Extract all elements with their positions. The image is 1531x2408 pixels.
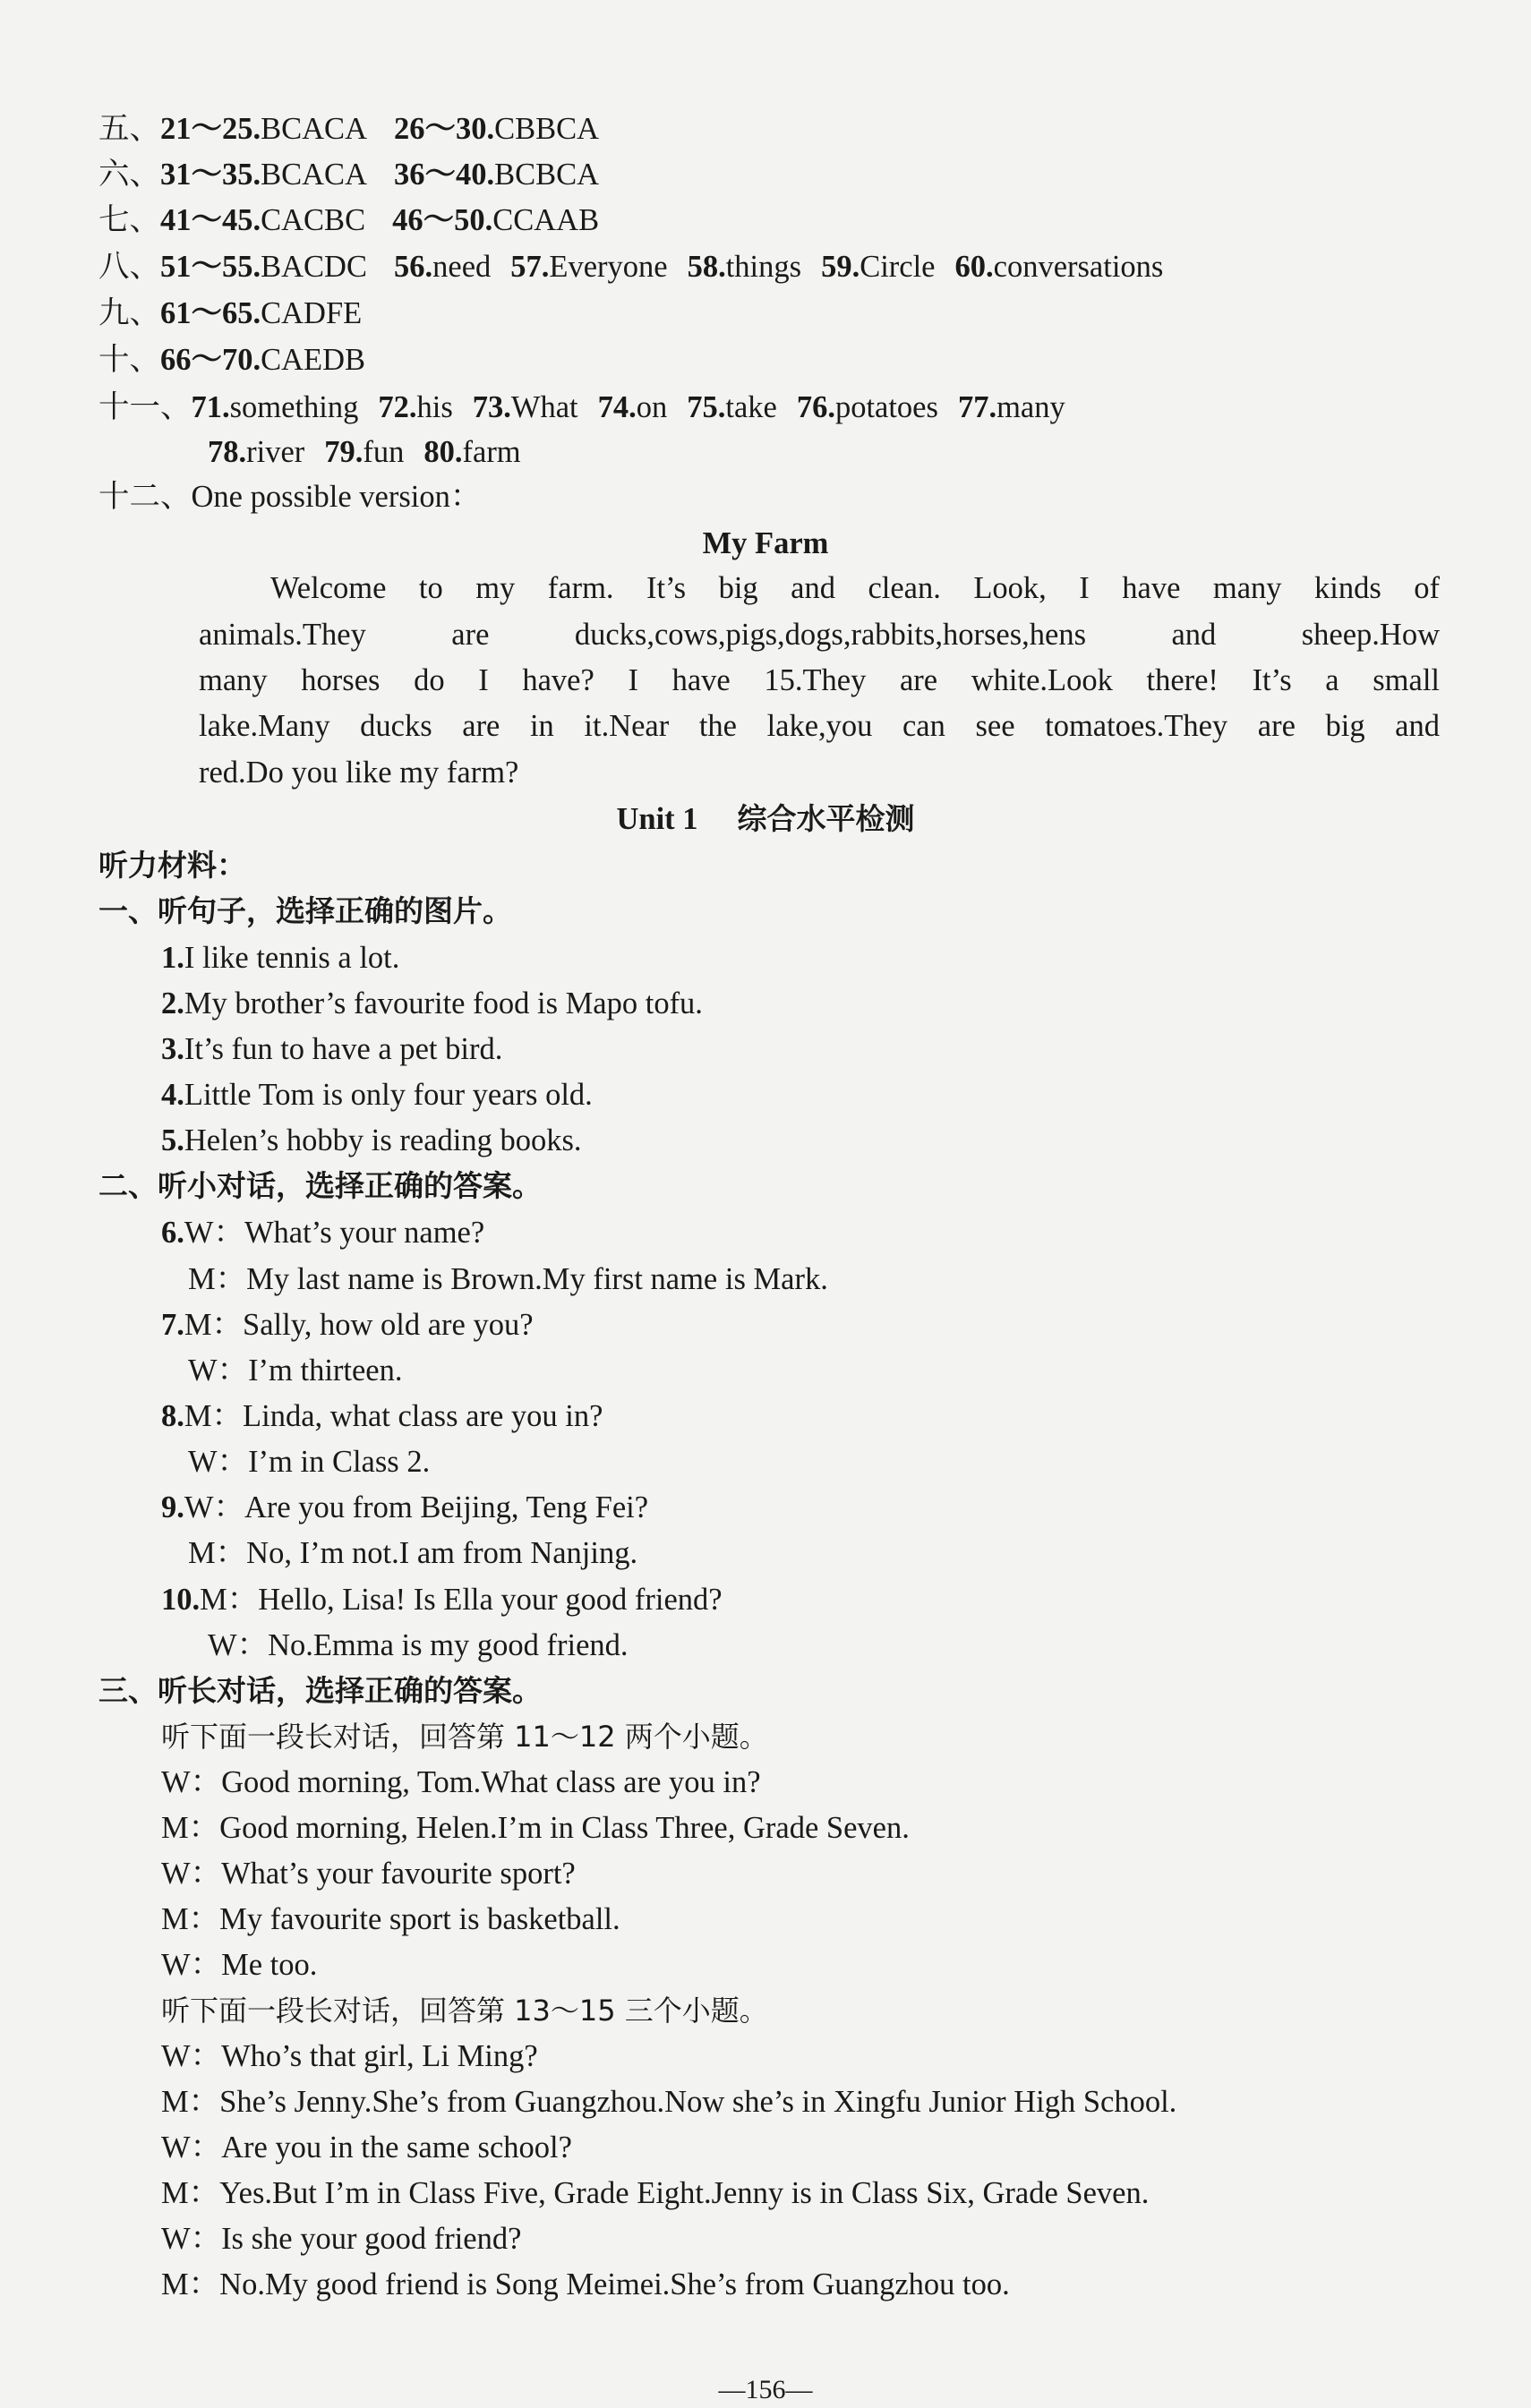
answer: on <box>636 390 668 424</box>
dialogue-answer: M：My last name is Brown.My first name is Mark. <box>188 1262 828 1296</box>
item-number: 1. <box>161 941 184 975</box>
item-text: M：Sally, how old are you? <box>184 1308 534 1342</box>
answer-row-11-cont <box>208 430 521 474</box>
row-prefix: 九、 <box>98 296 160 330</box>
answer: BCACA <box>261 112 367 146</box>
essay-line: many horses do I have? I have 15.They are white.Look there! It’s a small <box>199 663 1440 697</box>
unit-title: 综合水平检测 <box>737 801 915 836</box>
item-text: Little Tom is only four years old. <box>184 1078 593 1112</box>
dialogue-line: W：Good morning, Tom.What class are you in? <box>161 1765 761 1799</box>
item-text: I like tennis a lot. <box>184 941 400 975</box>
dialogue-question <box>161 1302 534 1347</box>
page-number: —156— <box>718 2375 813 2404</box>
answer: something <box>229 390 359 424</box>
answer: need <box>432 250 492 284</box>
dialogue-line: W：Who’s that girl, Li Ming? <box>161 2039 538 2073</box>
answer: CAEDB <box>261 343 366 377</box>
range: 57. <box>510 250 550 284</box>
item-number: 6. <box>161 1216 184 1250</box>
range: 74. <box>597 390 637 424</box>
item-number: 9. <box>161 1490 184 1524</box>
list-item <box>161 981 703 1026</box>
dialogue-question <box>161 1485 648 1530</box>
range: 46～50. <box>392 203 493 237</box>
row-prefix: 五、 <box>98 112 160 146</box>
answer: potatoes <box>834 390 938 424</box>
item-number: 2. <box>161 986 184 1020</box>
range: 41～45. <box>160 203 261 237</box>
item-text: My brother’s favourite food is Mapo tofu. <box>184 986 703 1020</box>
answer-row-9 <box>98 291 362 336</box>
dialogue-line: W：What’s your favourite sport? <box>161 1857 576 1891</box>
unit-label: Unit 1 <box>616 802 698 836</box>
dialogue-line: M：My favourite sport is basketball. <box>161 1902 620 1936</box>
row-prefix: 八、 <box>98 250 160 284</box>
dialogue-line: M：Good morning, Helen.I’m in Class Three, Grade Seven. <box>161 1811 910 1845</box>
dialogue-question <box>161 1394 603 1439</box>
answer: CCAAB <box>492 203 600 237</box>
list-item <box>161 935 399 980</box>
range: 21～25. <box>160 112 261 146</box>
long-dialogue-instruction: 听下面一段长对话，回答第 13～15 三个小题。 <box>161 1994 768 2028</box>
range: 56. <box>394 250 433 284</box>
range: 77. <box>957 390 997 424</box>
dialogue-line: M：Yes.But I’m in Class Five, Grade Eight.Jenny is in Class Six, Grade Seven. <box>161 2176 1150 2210</box>
answer: fun <box>363 435 405 469</box>
item-text: M：Hello, Lisa! Is Ella your good friend? <box>200 1583 723 1617</box>
answer: Circle <box>860 250 936 284</box>
item-text: M：Linda, what class are you in? <box>184 1399 603 1433</box>
range: 61～65. <box>160 296 261 330</box>
dialogue-answer: M：No, I’m not.I am from Nanjing. <box>188 1536 638 1570</box>
dialogue-question <box>161 1577 723 1622</box>
answer: his <box>416 390 453 424</box>
answer: What <box>510 390 578 424</box>
dialogue-answer: W：No.Emma is my good friend. <box>208 1628 629 1662</box>
range: 71. <box>191 390 230 424</box>
row-prefix: 六、 <box>98 158 160 192</box>
range: 26～30. <box>394 112 495 146</box>
section-3-heading: 三、听长对话，选择正确的答案。 <box>98 1673 542 1708</box>
range: 75. <box>687 390 726 424</box>
essay-label: 十二、One possible version： <box>98 480 482 514</box>
row-prefix: 十一、 <box>98 390 192 424</box>
answer: conversations <box>993 250 1164 284</box>
list-item <box>161 1027 502 1072</box>
range: 59. <box>821 250 860 284</box>
dialogue-line: M：She’s Jenny.She’s from Guangzhou.Now she’s in Xingfu Junior High School. <box>161 2085 1177 2119</box>
answer: river <box>246 435 305 469</box>
row-prefix: 十、 <box>98 343 160 377</box>
range: 66～70. <box>160 343 261 377</box>
dialogue-line: W：Me too. <box>161 1948 318 1982</box>
answer: BCACA <box>261 158 367 192</box>
range: 78. <box>208 435 247 469</box>
dialogue-answer: W：I’m thirteen. <box>188 1353 403 1388</box>
unit-heading <box>0 797 1531 841</box>
listening-heading: 听力材料： <box>98 848 246 883</box>
answer: BACDC <box>261 250 367 284</box>
answer: many <box>996 390 1065 424</box>
answer-row-7 <box>98 198 599 243</box>
range: 73. <box>472 390 511 424</box>
item-number: 3. <box>161 1032 184 1066</box>
list-item <box>161 1118 582 1163</box>
range: 72. <box>378 390 417 424</box>
range: 80. <box>423 435 463 469</box>
answer-row-6 <box>98 152 599 197</box>
dialogue-answer: W：I’m in Class 2. <box>188 1445 431 1479</box>
range: 76. <box>796 390 835 424</box>
answer: take <box>725 390 777 424</box>
list-item <box>161 1072 593 1117</box>
item-text: Helen’s hobby is reading books. <box>184 1123 582 1157</box>
essay-line: lake.Many ducks are in it.Near the lake,you can see tomatoes.They are big and <box>199 709 1440 743</box>
answer: BCBCA <box>494 158 600 192</box>
dialogue-line: M：No.My good friend is Song Meimei.She’s from Guangzhou too. <box>161 2267 1010 2301</box>
dialogue-line: W：Are you in the same school? <box>161 2130 572 2165</box>
item-text: It’s fun to have a pet bird. <box>184 1032 503 1066</box>
range: 79. <box>324 435 364 469</box>
answer-row-8 <box>98 244 1163 289</box>
essay-title: My Farm <box>702 526 829 560</box>
answer: CACBC <box>261 203 366 237</box>
long-dialogue-instruction: 听下面一段长对话，回答第 11～12 两个小题。 <box>161 1720 768 1754</box>
answer-row-10 <box>98 337 365 382</box>
answer: farm <box>462 435 521 469</box>
answer-row-5 <box>98 107 599 151</box>
essay-line: red.Do you like my farm? <box>199 756 519 790</box>
item-text: W：What’s your name? <box>184 1216 485 1250</box>
range: 58. <box>687 250 726 284</box>
item-number: 5. <box>161 1123 184 1157</box>
dialogue-question <box>161 1210 484 1255</box>
range: 36～40. <box>394 158 495 192</box>
range: 51～55. <box>160 250 261 284</box>
answer: CADFE <box>261 296 363 330</box>
answer: CBBCA <box>494 112 600 146</box>
range: 60. <box>954 250 994 284</box>
dialogue-line: W：Is she your good friend? <box>161 2222 522 2256</box>
answer: Everyone <box>549 250 668 284</box>
essay-line: animals.They are ducks,cows,pigs,dogs,rabbits,horses,hens and sheep.How <box>199 618 1440 652</box>
item-number: 7. <box>161 1308 184 1342</box>
answer: things <box>725 250 802 284</box>
item-number: 4. <box>161 1078 184 1112</box>
item-number: 8. <box>161 1399 184 1433</box>
range: 31～35. <box>160 158 261 192</box>
answer-row-11 <box>98 385 1065 430</box>
section-2-heading: 二、听小对话，选择正确的答案。 <box>98 1168 542 1203</box>
essay-line: Welcome to my farm. It’s big and clean. Look, I have many kinds of <box>270 571 1440 605</box>
item-text: W：Are you from Beijing, Teng Fei? <box>184 1490 649 1524</box>
item-number: 10. <box>161 1583 201 1617</box>
section-1-heading: 一、听句子，选择正确的图片。 <box>98 893 512 928</box>
row-prefix: 七、 <box>98 203 160 237</box>
